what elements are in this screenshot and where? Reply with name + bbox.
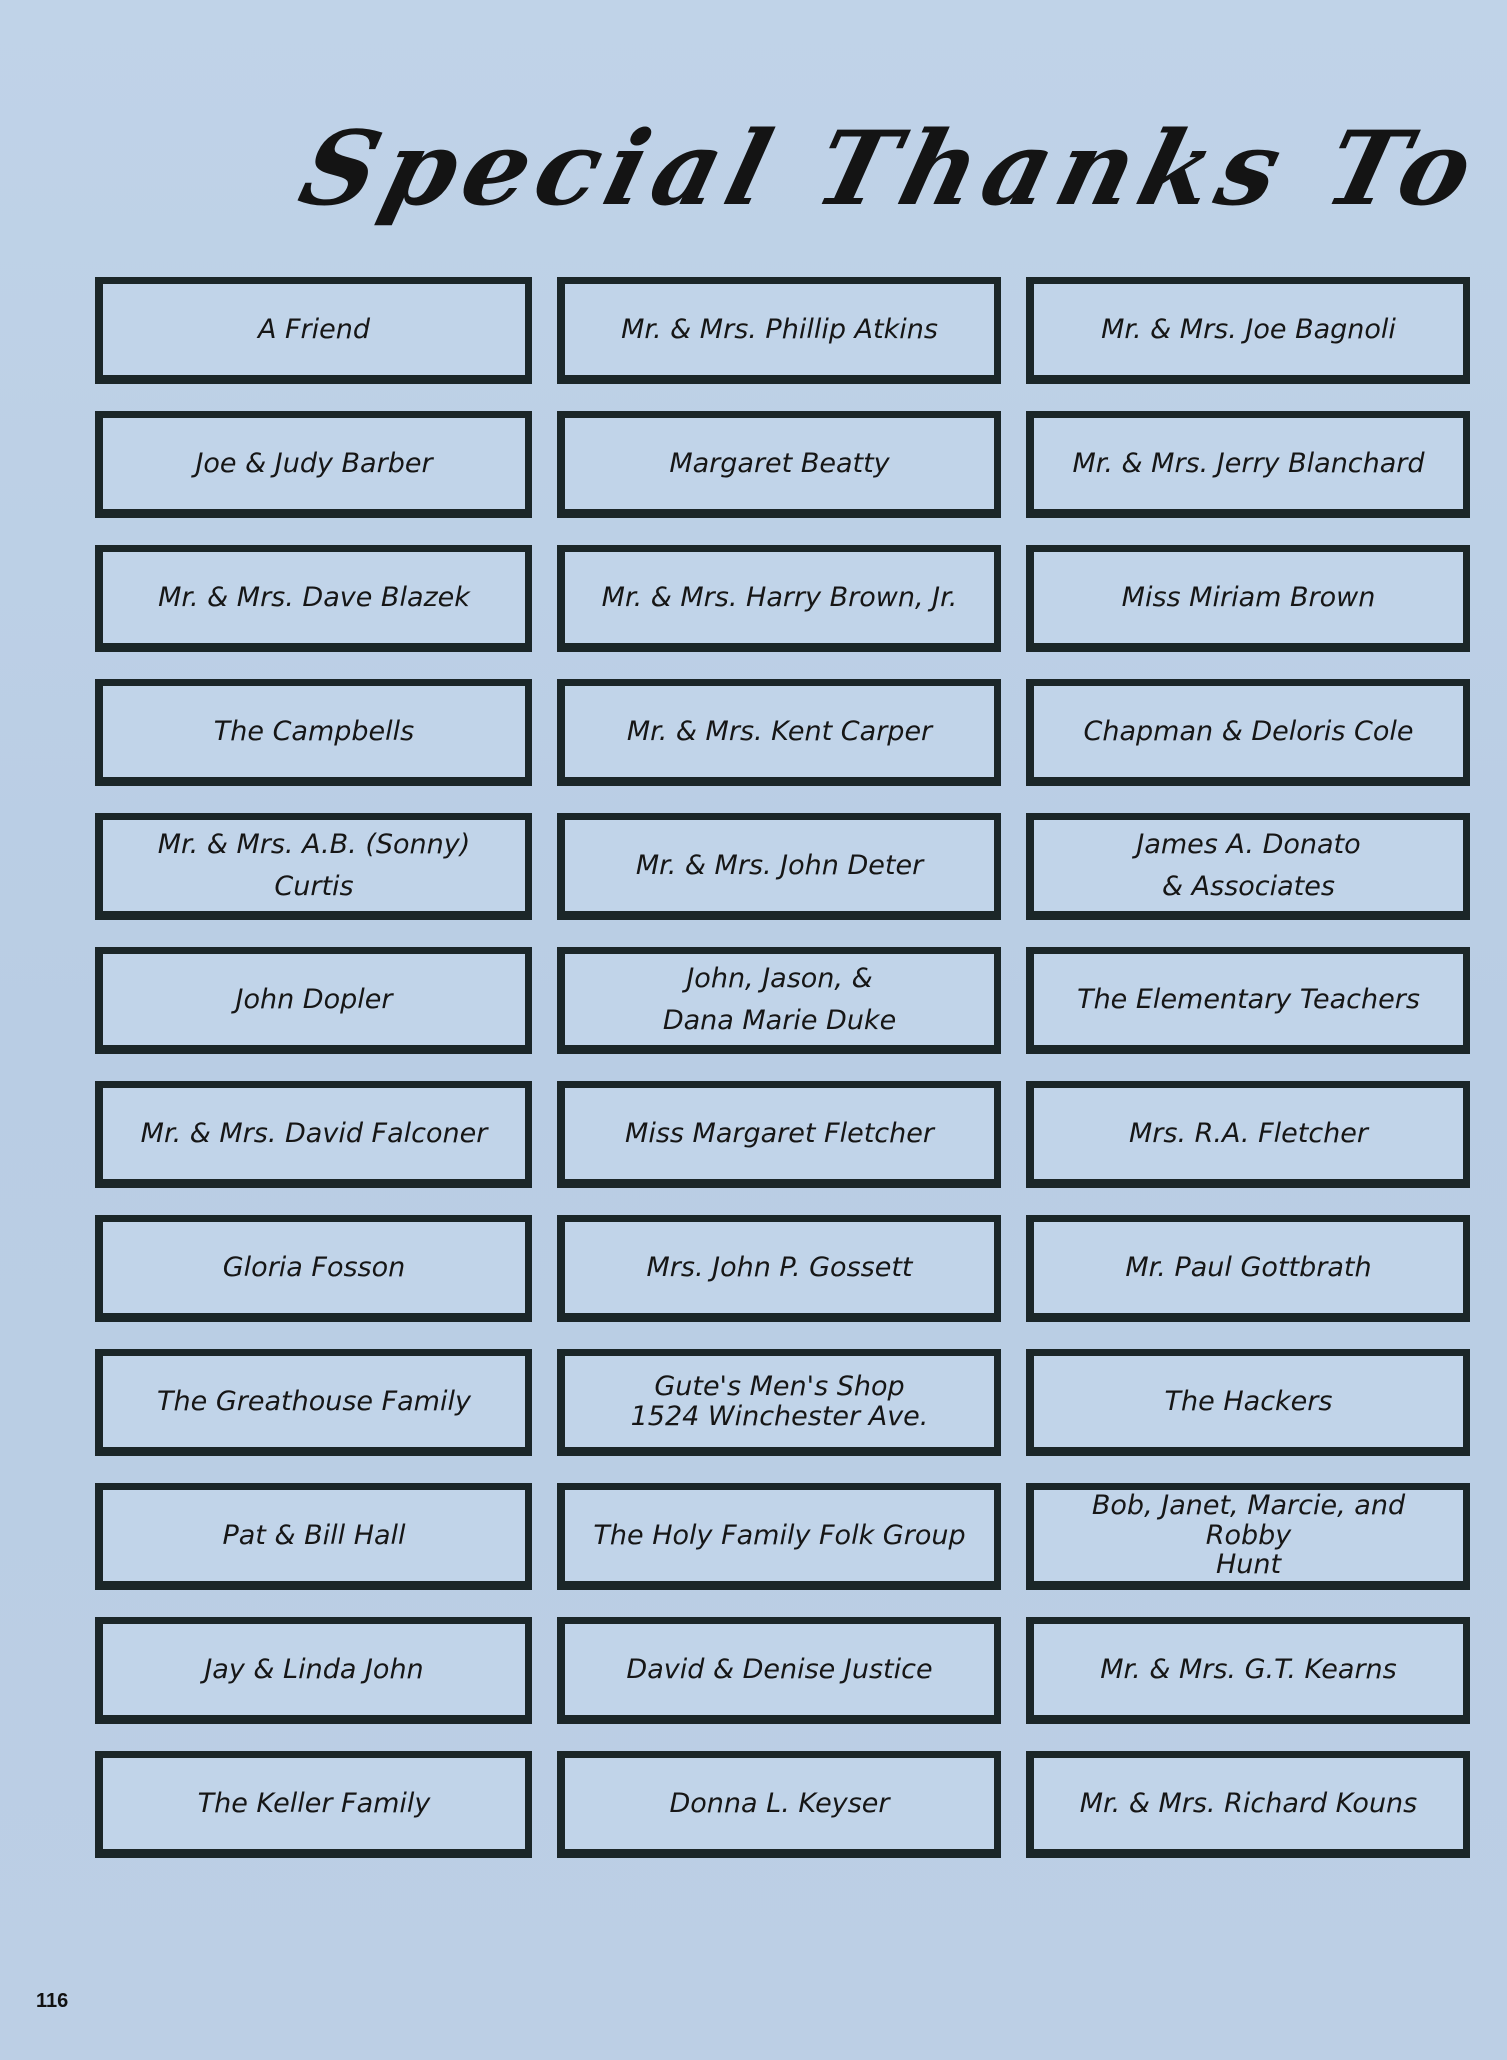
thanks-name — [1077, 979, 1420, 1021]
thanks-name-line: Mr. & Mrs. Joe Bagnoli — [1101, 313, 1396, 345]
thanks-name-line: Mrs. John P. Gossett — [646, 1251, 913, 1283]
thanks-box — [1026, 545, 1470, 652]
thanks-name-line: & Associates — [1162, 870, 1335, 902]
thanks-box — [95, 277, 532, 384]
thanks-box — [1026, 1617, 1470, 1724]
thanks-box — [95, 545, 532, 652]
thanks-name — [195, 443, 432, 485]
thanks-name-line: Donna L. Keyser — [669, 1787, 890, 1819]
thanks-name — [621, 309, 938, 351]
thanks-name-line: John, Jason, & — [686, 962, 873, 994]
thanks-box — [557, 1751, 1001, 1858]
thanks-box — [1026, 679, 1470, 786]
thanks-name — [236, 979, 393, 1021]
thanks-name-line: Bob, Janet, Marcie, and Robby — [1091, 1489, 1406, 1551]
thanks-name — [625, 1113, 934, 1155]
thanks-name-line: Mr. & Mrs. Jerry Blanchard — [1072, 447, 1425, 479]
thanks-box — [95, 1751, 532, 1858]
thanks-name — [1125, 1247, 1371, 1289]
thanks-name — [669, 443, 889, 485]
thanks-name — [222, 1515, 405, 1557]
thanks-name — [670, 1783, 890, 1825]
thanks-box — [557, 277, 1001, 384]
thanks-name-line: Mr. & Mrs. David Falconer — [140, 1117, 488, 1149]
thanks-name-line: A Friend — [257, 313, 371, 345]
thanks-name — [1084, 711, 1414, 753]
thanks-box — [1026, 411, 1470, 518]
thanks-name — [158, 577, 470, 619]
thanks-name-line: David & Denise Justice — [626, 1653, 933, 1685]
thanks-name — [1080, 1783, 1418, 1825]
thanks-box — [1026, 277, 1470, 384]
thanks-name-line: Gute's Men's Shop — [654, 1370, 905, 1402]
thanks-name — [1129, 1113, 1368, 1155]
thanks-box — [95, 1617, 532, 1724]
thanks-name-line: Mr. & Mrs. Phillip Atkins — [621, 313, 938, 345]
thanks-name-line: Hunt — [1215, 1549, 1282, 1581]
thanks-name — [1046, 1491, 1451, 1580]
thanks-name-line: Pat & Bill Hall — [222, 1519, 406, 1551]
thanks-box — [557, 411, 1001, 518]
thanks-name — [1072, 443, 1424, 485]
page-title: Special Thanks To — [288, 109, 1492, 229]
thanks-name — [1136, 824, 1360, 908]
thanks-name-line: Mr. & Mrs. A.B. (Sonny) — [157, 828, 471, 860]
thanks-box — [95, 1349, 532, 1456]
thanks-name — [1100, 1649, 1397, 1691]
thanks-box — [1026, 813, 1470, 920]
thanks-name — [663, 958, 896, 1042]
thanks-name — [214, 711, 414, 753]
thanks-name-line: The Hackers — [1164, 1385, 1333, 1417]
thanks-box — [557, 947, 1001, 1054]
thanks-name — [593, 1515, 965, 1557]
thanks-name-line: Mr. Paul Gottbrath — [1125, 1251, 1372, 1283]
thanks-box — [557, 1215, 1001, 1322]
thanks-name-line: Gloria Fosson — [222, 1251, 406, 1283]
thanks-name-line: The Keller Family — [197, 1787, 431, 1819]
thanks-name-line: Margaret Beatty — [669, 447, 890, 479]
thanks-name — [258, 309, 370, 351]
thanks-name — [1101, 309, 1396, 351]
thanks-name-line: James A. Donato — [1136, 828, 1361, 860]
thanks-name-line: John Dopler — [235, 983, 393, 1015]
thanks-box — [95, 1081, 532, 1188]
thanks-name-line: Mrs. R.A. Fletcher — [1128, 1117, 1368, 1149]
thanks-grid — [95, 277, 1470, 1858]
thanks-name-line: Mr. & Mrs. Kent Carper — [626, 715, 933, 747]
thanks-name — [223, 1247, 406, 1289]
thanks-box — [1026, 1483, 1470, 1590]
thanks-name-line: The Greathouse Family — [157, 1385, 471, 1417]
thanks-box — [557, 1081, 1001, 1188]
thanks-name-line: Chapman & Deloris Cole — [1083, 715, 1414, 747]
thanks-box — [95, 947, 532, 1054]
thanks-name-line: Miss Margaret Fletcher — [625, 1117, 934, 1149]
thanks-name-line: The Elementary Teachers — [1077, 983, 1420, 1015]
thanks-name-line: Mr. & Mrs. G.T. Kearns — [1100, 1653, 1397, 1685]
thanks-name — [158, 824, 471, 908]
thanks-name — [1122, 577, 1376, 619]
thanks-name — [627, 711, 932, 753]
thanks-name — [204, 1649, 423, 1691]
thanks-box — [557, 1349, 1001, 1456]
thanks-name-line: 1524 Winchester Ave. — [630, 1400, 929, 1432]
thanks-box — [1026, 1081, 1470, 1188]
thanks-name-line: The Campbells — [213, 715, 415, 747]
thanks-box — [1026, 947, 1470, 1054]
thanks-box — [557, 545, 1001, 652]
thanks-box — [1026, 1349, 1470, 1456]
thanks-box — [557, 1617, 1001, 1724]
thanks-box — [95, 1483, 532, 1590]
thanks-name-line: Mr. & Mrs. Harry Brown, Jr. — [601, 581, 958, 613]
thanks-box — [95, 679, 532, 786]
thanks-name-line: Jay & Linda John — [204, 1653, 424, 1685]
thanks-name — [626, 1649, 932, 1691]
thanks-name — [141, 1113, 488, 1155]
thanks-name-line: Mr. & Mrs. Richard Kouns — [1079, 1787, 1418, 1819]
thanks-box — [95, 411, 532, 518]
thanks-name — [631, 1372, 929, 1431]
thanks-name — [157, 1381, 471, 1423]
thanks-name-line: Miss Miriam Brown — [1121, 581, 1376, 613]
thanks-name-line: Joe & Judy Barber — [195, 447, 433, 479]
thanks-box — [1026, 1215, 1470, 1322]
page-number: 116 — [36, 1990, 69, 2012]
thanks-name — [1165, 1381, 1333, 1423]
thanks-name-line: The Holy Family Folk Group — [593, 1519, 966, 1551]
thanks-box — [557, 679, 1001, 786]
thanks-box — [95, 1215, 532, 1322]
thanks-name — [198, 1783, 431, 1825]
thanks-name — [636, 845, 923, 887]
thanks-box — [557, 1483, 1001, 1590]
thanks-name — [602, 577, 958, 619]
thanks-box — [1026, 1751, 1470, 1858]
thanks-box — [95, 813, 532, 920]
thanks-name — [646, 1247, 912, 1289]
thanks-name-line: Mr. & Mrs. Dave Blazek — [158, 581, 470, 613]
thanks-box — [557, 813, 1001, 920]
thanks-name-line: Mr. & Mrs. John Deter — [635, 849, 924, 881]
thanks-name-line: Dana Marie Duke — [662, 1004, 897, 1036]
thanks-name-line: Curtis — [274, 870, 354, 902]
